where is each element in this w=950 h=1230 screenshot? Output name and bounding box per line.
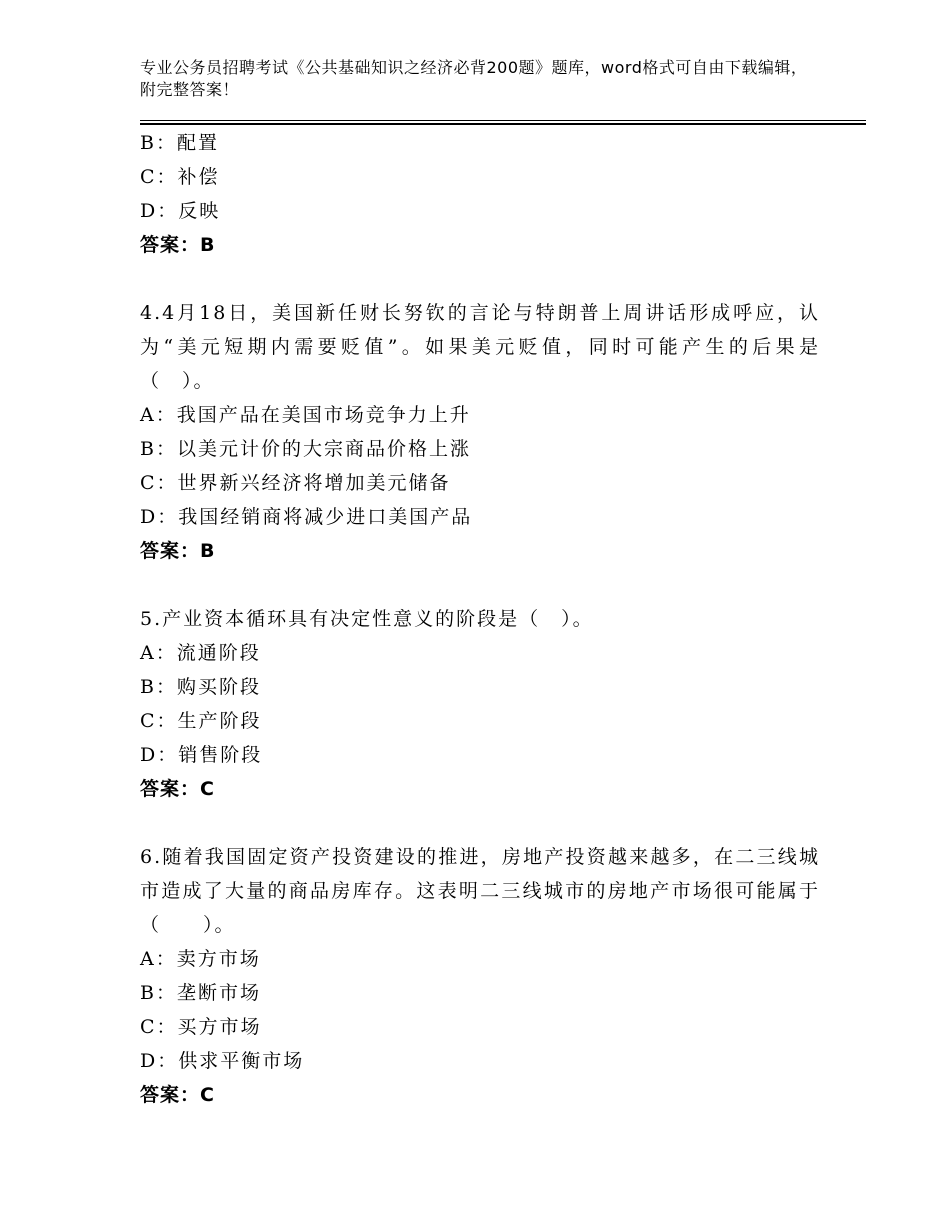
option-d: D：销售阶段 xyxy=(140,744,263,766)
question-stem: 6.随着我国固定资产投资建设的推进，房地产投资越来越多，在二三线城市造成了大量的商品房库存。这表明二三线城市的房地产市场很可能属于（ ）。 xyxy=(140,846,820,936)
question-5 xyxy=(140,602,820,806)
header-rule-thin xyxy=(140,120,866,121)
header-rule-thick xyxy=(140,123,866,125)
option-a: A：卖方市场 xyxy=(140,948,261,970)
option-a: A：我国产品在美国市场竞争力上升 xyxy=(140,404,471,426)
answer-label: 答案：C xyxy=(140,778,215,800)
question-stem: 5.产业资本循环具有决定性意义的阶段是（ ）。 xyxy=(140,608,594,630)
option-b: B：垄断市场 xyxy=(140,982,261,1004)
answer-label: 答案：B xyxy=(140,540,216,562)
question-list xyxy=(140,126,820,1112)
page-header: 专业公务员招聘考试《公共基础知识之经济必背200题》题库，word格式可自由下载编辑，附完整答案！ xyxy=(140,58,808,99)
option-d: D：反映 xyxy=(140,200,221,222)
option-d: D：供求平衡市场 xyxy=(140,1050,305,1072)
question-3 xyxy=(140,126,820,262)
option-c: C：补偿 xyxy=(140,166,220,188)
option-b: B：以美元计价的大宗商品价格上涨 xyxy=(140,438,471,460)
option-b: B：配置 xyxy=(140,132,219,154)
answer-label: 答案：B xyxy=(140,234,216,256)
option-b: B：购买阶段 xyxy=(140,676,261,698)
option-c: C：世界新兴经济将增加美元储备 xyxy=(140,472,451,494)
option-c: C：生产阶段 xyxy=(140,710,262,732)
question-4 xyxy=(140,296,820,568)
question-stem: 4.4月18日，美国新任财长努钦的言论与特朗普上周讲话形成呼应，认为“美元短期内需要贬值”。如果美元贬值，同时可能产生的后果是（ ）。 xyxy=(140,302,820,392)
option-c: C：买方市场 xyxy=(140,1016,262,1038)
option-d: D：我国经销商将减少进口美国产品 xyxy=(140,506,473,528)
question-6 xyxy=(140,840,820,1112)
answer-label: 答案：C xyxy=(140,1084,215,1106)
option-a: A：流通阶段 xyxy=(140,642,261,664)
